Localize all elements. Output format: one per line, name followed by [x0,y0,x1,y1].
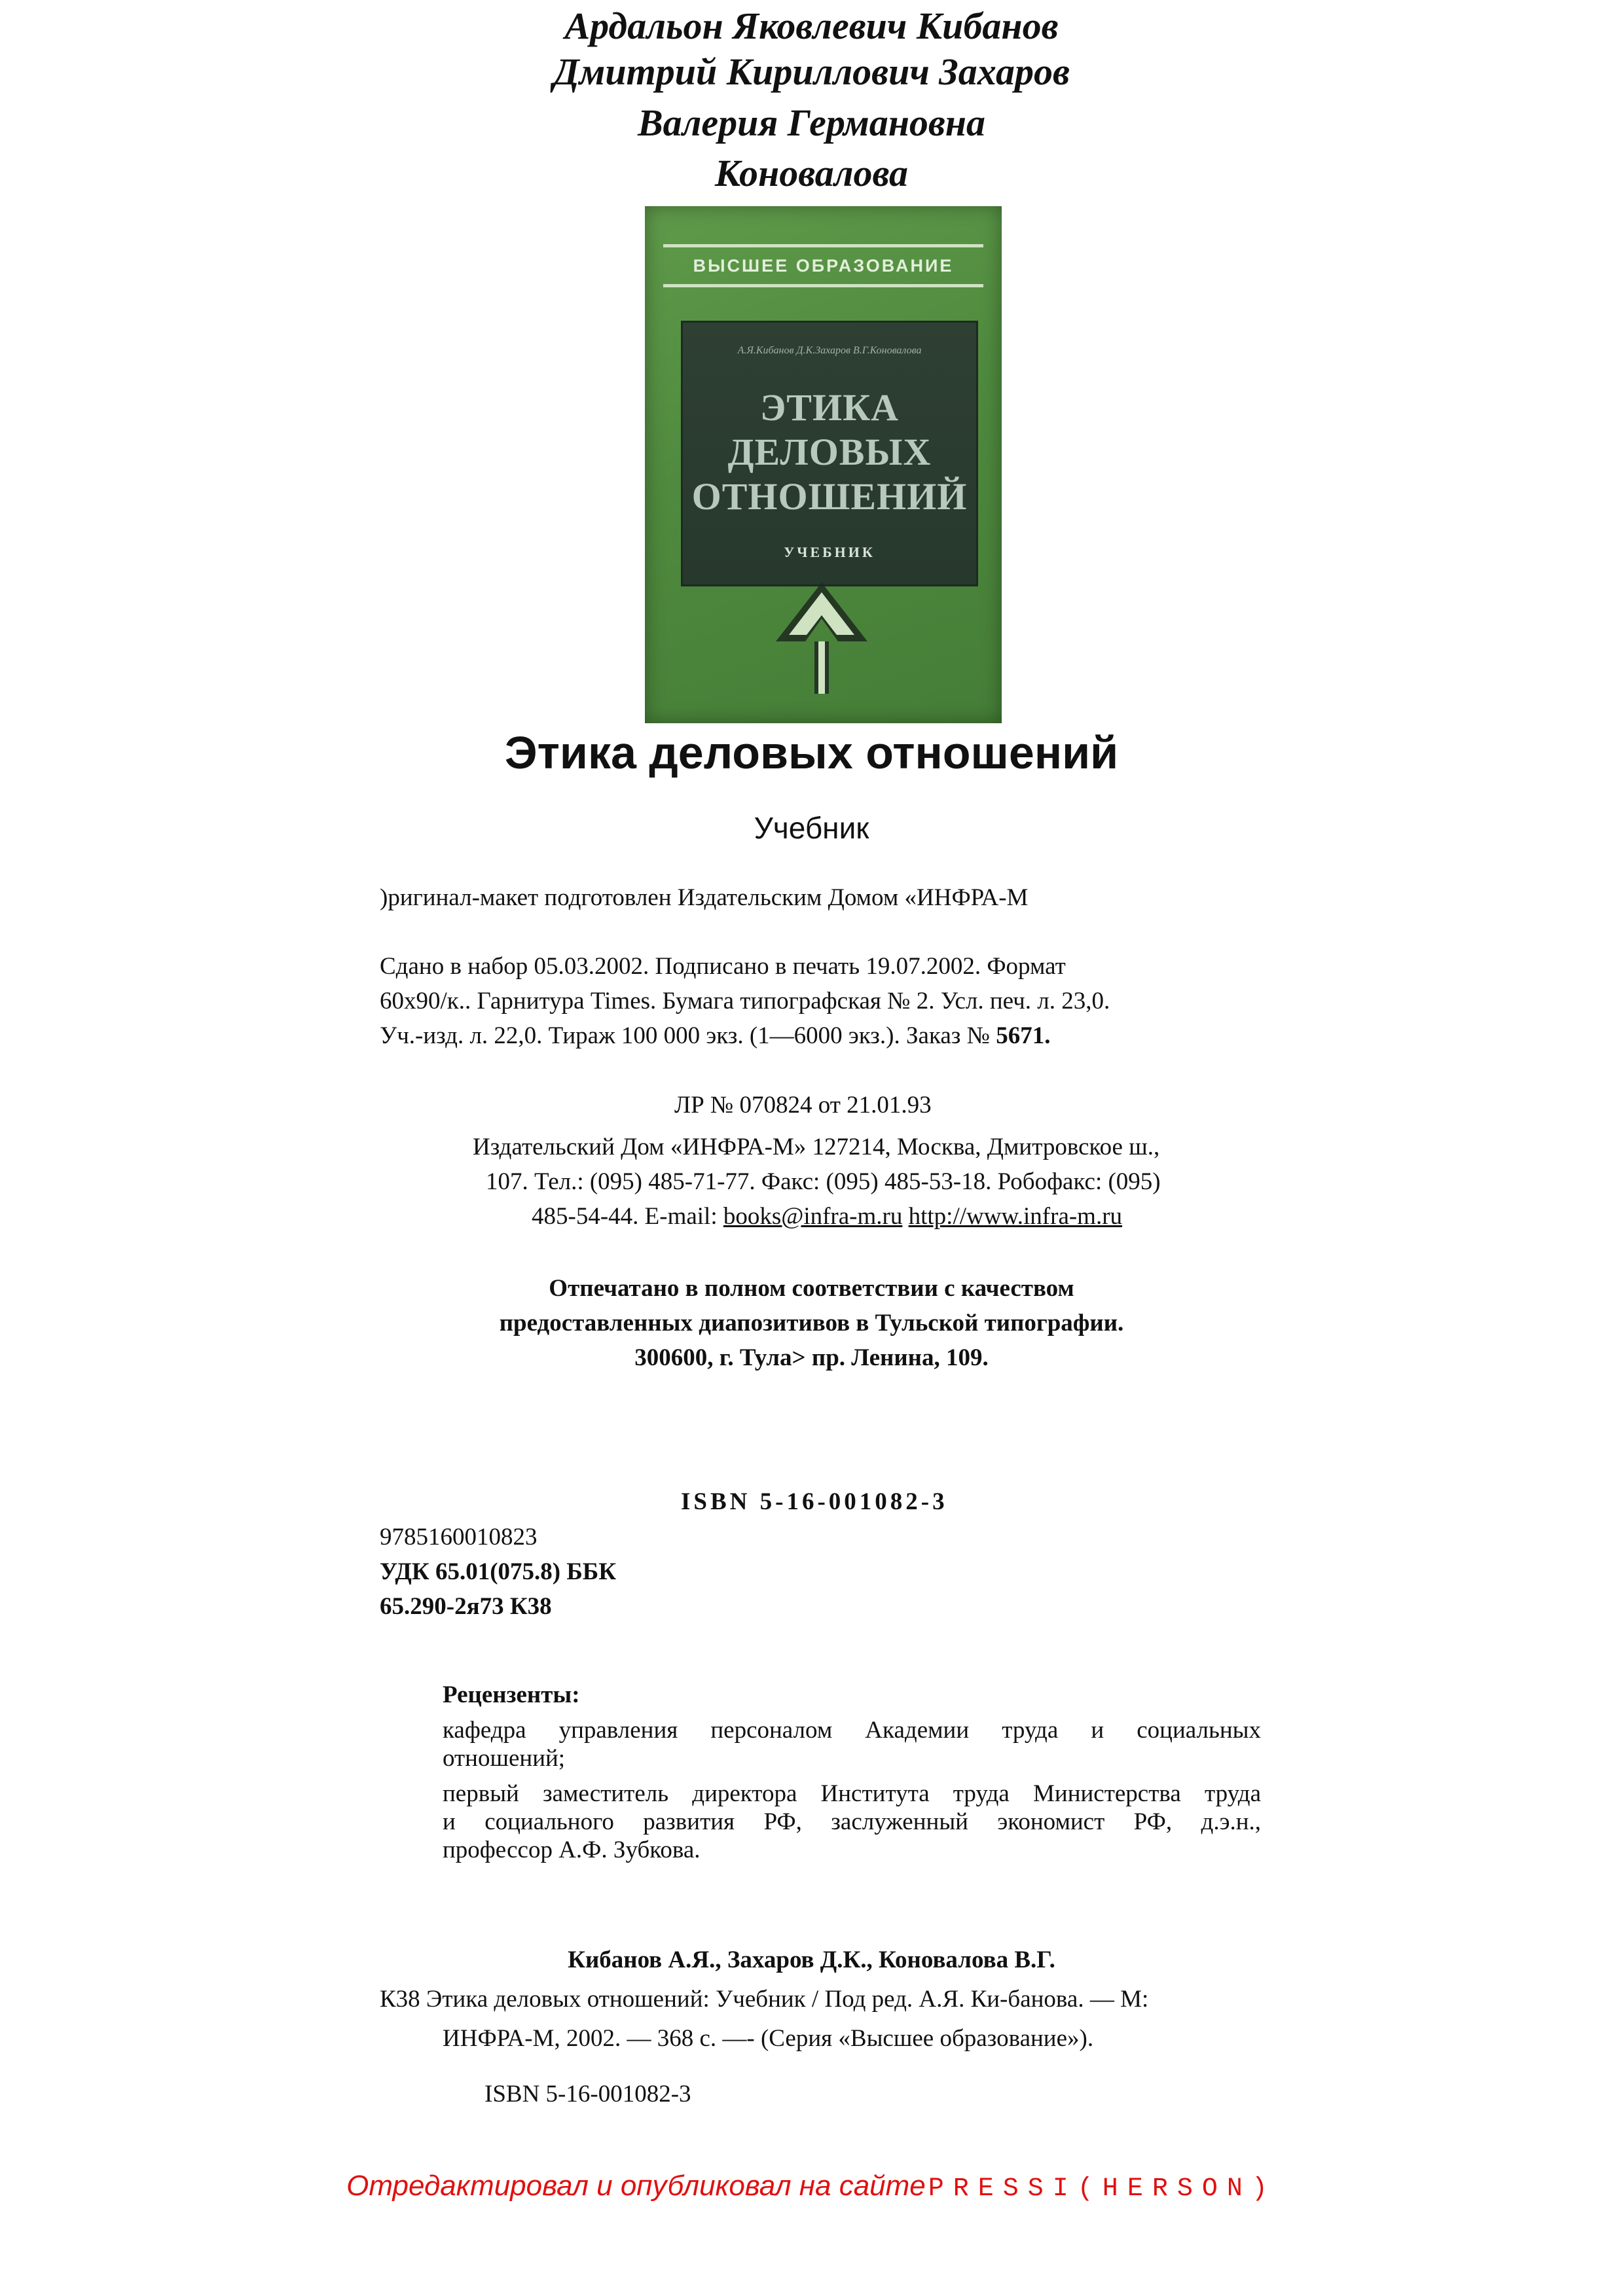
print-info-text: Уч.-изд. л. 22,0. Тираж 100 000 экз. (1—6000 экз.). Заказ № [380,1022,990,1049]
printing-note-line: предоставленных диапозитивов в Тульской типографии. [499,1310,1124,1336]
cover-authors: А.Я.Кибанов Д.К.Захаров В.Г.Коновалова [737,345,922,356]
prepared-by-text: )ригинал-макет подготовлен Издательским Домом «ИНФРА-М [380,884,1029,911]
footer-site: PRESSI(HERSON) [928,2174,1277,2204]
reviewer-line: профессор А.Ф. Зубкова. [443,1837,701,1863]
cover-title-plate [681,321,978,586]
reviewer-line: и социального развития РФ, заслуженный экономист РФ, д.э.н., [443,1808,1261,1835]
author-name: Ардальон Яковлевич Кибанов [564,5,1059,47]
publisher-address-line: 107. Тел.: (095) 485-71-77. Факс: (095) 485-53-18. Робофакс: (095) [486,1168,1161,1195]
book-subtitle: Учебник [754,811,869,845]
email-link[interactable]: books@infra-m.ru [723,1203,903,1230]
citation-authors: Кибанов А.Я., Захаров Д.К., Коновалова В.Г. [568,1946,1055,1973]
reviewers-label: Рецензенты: [443,1681,580,1708]
order-number: 5671. [996,1022,1051,1049]
book-title: Этика деловых отношений [504,727,1119,778]
author-name: Дмитрий Кириллович Захаров [553,50,1070,93]
printing-note-line: 300600, г. Тула> пр. Ленина, 109. [634,1344,989,1371]
citation-isbn: ISBN 5-16-001082-3 [484,2081,691,2108]
print-info-line [380,1018,1050,1053]
book-cover-image [645,206,1002,723]
citation-line: ИНФРА-М, 2002. — 368 с. —- (Серия «Высшее образование»). [443,2025,1094,2052]
publisher-contact-line [532,1199,1122,1234]
reviewer-line: отношений; [443,1745,566,1772]
footer-text: Отредактировал и опубликовал на сайте [346,2170,926,2202]
publisher-address-line: Издательский Дом «ИНФРА-М» 127214, Москва, Дмитровское ш., [473,1134,1160,1160]
printing-note-line: Отпечатано в полном соответствии с качеством [549,1275,1074,1302]
license-number: ЛР № 070824 от 21.01.93 [674,1092,932,1119]
author-name: Валерия Германовна [637,101,986,144]
udk-line: 65.290-2я73 К38 [380,1593,552,1620]
reviewer-line: кафедра управления персоналом Академии труда и социальных [443,1717,1261,1744]
citation-line: К38 Этика деловых отношений: Учебник / Под ред. А.Я. Ки-банова. — М: [380,1986,1149,2013]
cover-kind: УЧЕБНИК [784,544,875,560]
print-info-line: Сдано в набор 05.03.2002. Подписано в печать 19.07.2002. Формат [380,953,1066,980]
isbn-main: ISBN 5-16-001082-3 [681,1488,948,1515]
print-info-line: 60х90/к.. Гарнитура Times. Бумага типографская № 2. Усл. печ. л. 23,0. [380,988,1110,1014]
website-link[interactable]: http://www.infra-m.ru [908,1203,1123,1230]
cover-series-band [663,244,983,287]
reviewer-line: первый заместитель директора Института труда Министерства труда [443,1780,1261,1807]
publisher-logo-icon [773,579,871,704]
cover-series-label: ВЫСШЕЕ ОБРАЗОВАНИЕ [693,256,954,276]
barcode-number: 9785160010823 [380,1524,538,1551]
cover-title-line: ОТНОШЕНИЙ [691,475,968,518]
udk-line: УДК 65.01(075.8) ББК [380,1558,617,1585]
cover-title-line: ЭТИКА ДЕЛОВЫХ [727,386,932,473]
author-name: Коновалова [714,152,909,194]
footer-credit [0,2170,1623,2204]
contact-prefix: 485-54-44. E-mail: [532,1203,718,1230]
